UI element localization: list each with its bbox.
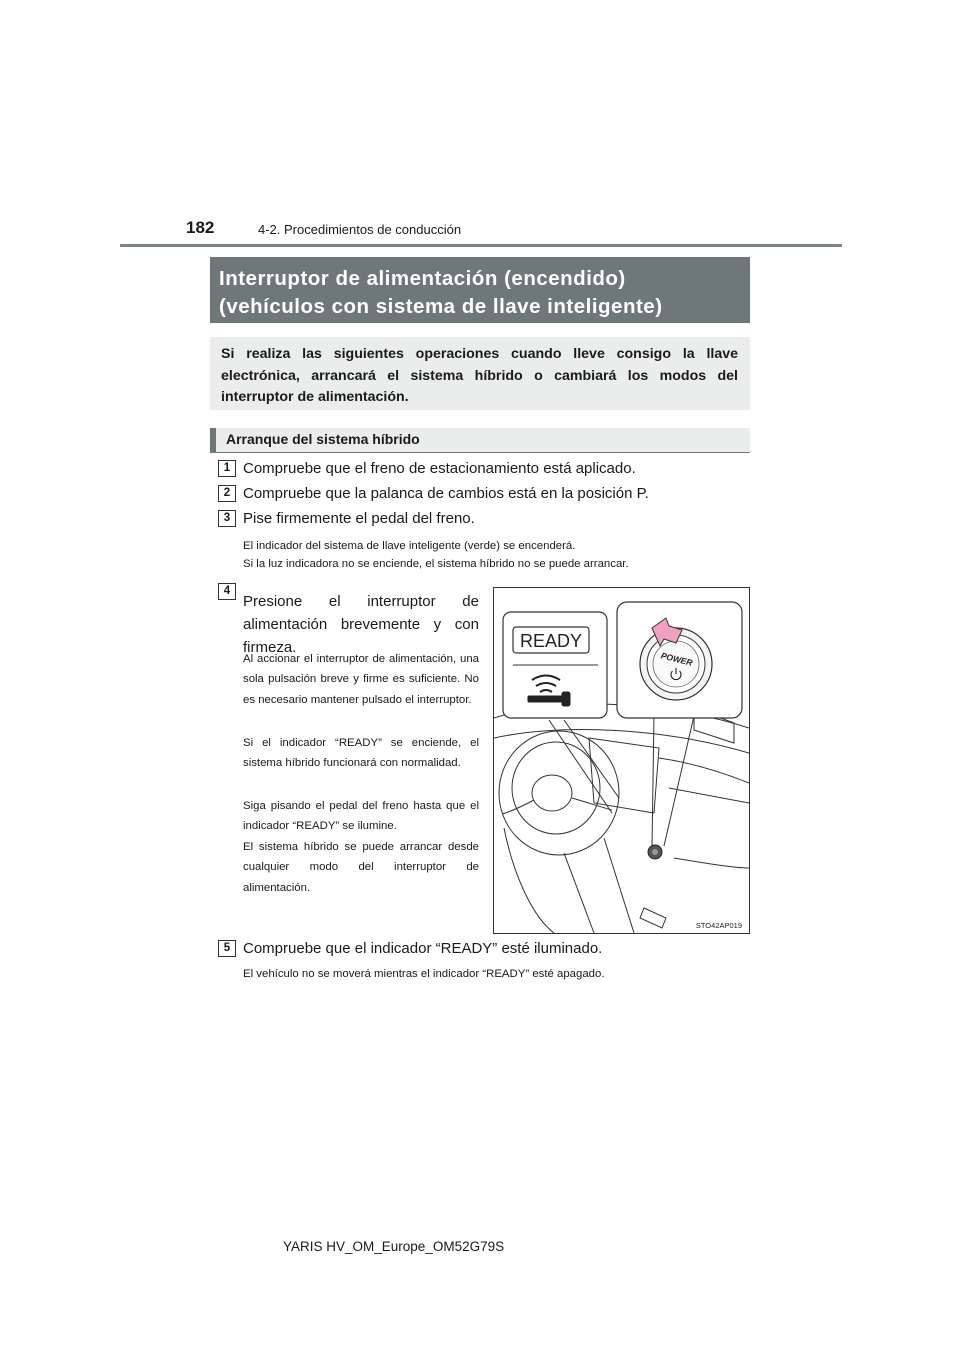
dashboard-line	[640, 908, 666, 928]
page-number: 182	[186, 218, 215, 237]
steering-wheel-inner	[512, 742, 600, 834]
step-number-4: 4	[218, 583, 236, 600]
leader-line	[652, 716, 654, 846]
step-text-4: Presione el interruptor de alimentación brevemente y con firmeza.	[243, 593, 479, 656]
dashboard-line	[504, 828, 554, 933]
step-number-1: 1	[218, 460, 236, 477]
step-text-3: Pise firmemente el pedal del freno.	[243, 510, 475, 527]
step-number-5: 5	[218, 940, 236, 957]
steering-column	[604, 838, 634, 933]
illustration	[493, 587, 750, 934]
intro-box: Si realiza las siguientes operaciones cuando lleve consigo la llave electrónica, arrancará el sistema híbrido o cambiará los modos del interruptor de alimentación.	[210, 337, 750, 410]
section-reference: 4-2. Procedimientos de conducción	[258, 222, 462, 237]
step4-paragraph-3: Siga pisando el pedal del freno hasta que el indicador “READY” se ilumine.	[243, 800, 479, 833]
step4-paragraph-2: Si el indicador “READY” se enciende, el sistema híbrido funcionará con normalidad.	[243, 737, 479, 770]
illustration-code: STO42AP019	[695, 921, 742, 930]
dashboard-line	[669, 788, 749, 803]
dashboard-line	[674, 858, 749, 868]
header-rule	[120, 244, 842, 247]
title-line-1: Interruptor de alimentación (encendido)	[219, 267, 626, 290]
dashboard-line	[589, 738, 659, 813]
dashboard-line	[659, 758, 749, 783]
ready-indicator-label: READY	[519, 631, 583, 651]
subheading: Arranque del sistema híbrido	[210, 428, 750, 453]
leader-line	[564, 720, 619, 798]
step-number-2: 2	[218, 485, 236, 502]
footer-document-code: YARIS HV_OM_Europe_OM52G79S	[283, 1239, 505, 1254]
leader-line	[549, 720, 612, 813]
page-title	[210, 257, 750, 323]
power-switch-label: POWER	[659, 650, 694, 668]
step-text-5: Compruebe que el indicador “READY” esté iluminado.	[243, 940, 603, 957]
steering-hub	[532, 775, 572, 811]
step4-paragraph-4: El sistema híbrido se puede arrancar desde cualquier modo del interruptor de alimentación.	[243, 841, 479, 894]
step3-note-1: El indicador del sistema de llave inteligente (verde) se encenderá.	[243, 540, 576, 552]
step-number-3: 3	[218, 510, 236, 527]
steering-wheel-outer	[499, 731, 619, 855]
step-text-2: Compruebe que la palanca de cambios está en la posición P.	[243, 485, 649, 502]
step4-paragraph-1: Al accionar el interruptor de alimentación, una sola pulsación breve y firme es suficiente. No es necesario mantener pulsado el interruptor.	[243, 653, 479, 706]
step-text-1: Compruebe que el freno de estacionamiento está aplicado.	[243, 460, 636, 477]
steering-column	[564, 853, 594, 933]
step3-note-2: Si la luz indicadora no se enciende, el sistema híbrido no se puede arrancar.	[243, 558, 629, 570]
step5-note: El vehículo no se moverá mientras el indicador “READY” esté apagado.	[243, 968, 605, 980]
title-line-2: (vehículos con sistema de llave inteligente)	[219, 295, 663, 318]
